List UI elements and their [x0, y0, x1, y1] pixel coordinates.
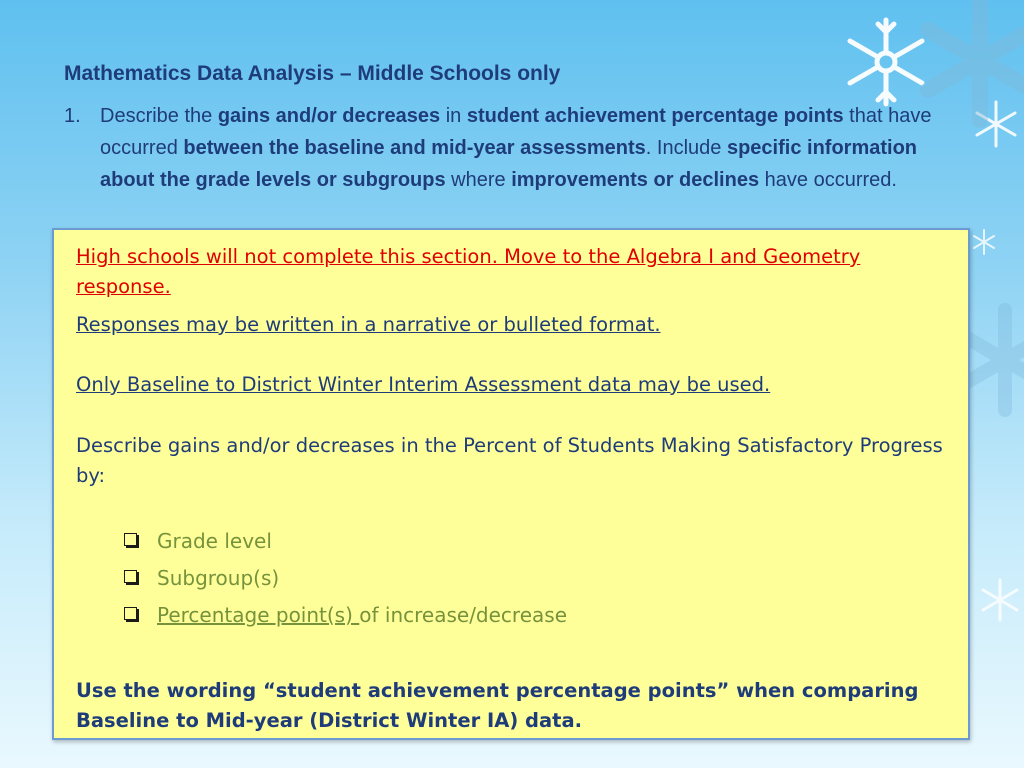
bullet-subgroups — [124, 563, 279, 593]
page-title: Mathematics Data Analysis – Middle Schools only — [64, 62, 561, 85]
question-1 — [64, 100, 964, 196]
question-text-bold: student achievement percentage points — [466, 105, 844, 127]
snowflake-icon — [850, 20, 922, 104]
high-school-note: High schools will not complete this section. Move to the Algebra I and Geometry response. — [76, 245, 861, 298]
checkbox-bullet-icon — [124, 533, 137, 546]
snowflake-icon — [962, 310, 1024, 410]
bullet-percentage-points — [124, 600, 567, 630]
question-text-bold: improvements or declines — [511, 169, 760, 191]
question-text-part: where — [445, 169, 512, 191]
snowflake-icon — [983, 580, 1017, 620]
bullet-label: of increase/decrease — [359, 603, 567, 627]
bullet-label: Subgroup(s) — [157, 566, 280, 590]
format-note: Responses may be written in a narrative or bulleted format. — [76, 313, 661, 336]
question-text — [100, 100, 960, 196]
checkbox-bullet-icon — [124, 607, 137, 620]
question-text-part: in — [440, 105, 467, 127]
question-text-bold: gains and/or decreases — [217, 105, 441, 127]
question-text-bold: between the baseline and mid-year assessments — [183, 137, 646, 159]
bullet-label-underlined: Percentage point(s) — [157, 603, 360, 627]
wording-instruction: Use the wording “student achievement percentage points” when comparing Baseline to Mid-year (District Winter IA) data. — [76, 679, 919, 732]
snowflake-icon — [974, 230, 994, 254]
question-text-part: have occurred. — [759, 169, 897, 191]
question-text-part: Describe the — [100, 105, 218, 127]
data-note: Only Baseline to District Winter Interim Assessment data may be used. — [76, 373, 771, 396]
instructions-box — [52, 228, 970, 740]
question-text-part: . Include — [645, 137, 727, 159]
bullet-label: Grade level — [157, 529, 272, 553]
question-text-part: that have occurred — [100, 105, 932, 159]
checkbox-bullet-icon — [124, 570, 137, 583]
describe-instruction: Describe gains and/or decreases in the Percent of Students Making Satisfactory Progress by: — [76, 434, 943, 487]
question-number: 1. — [64, 105, 81, 127]
question-text-bold: specific information about the grade levels or subgroups — [100, 137, 917, 191]
bullet-grade-level — [124, 526, 272, 556]
